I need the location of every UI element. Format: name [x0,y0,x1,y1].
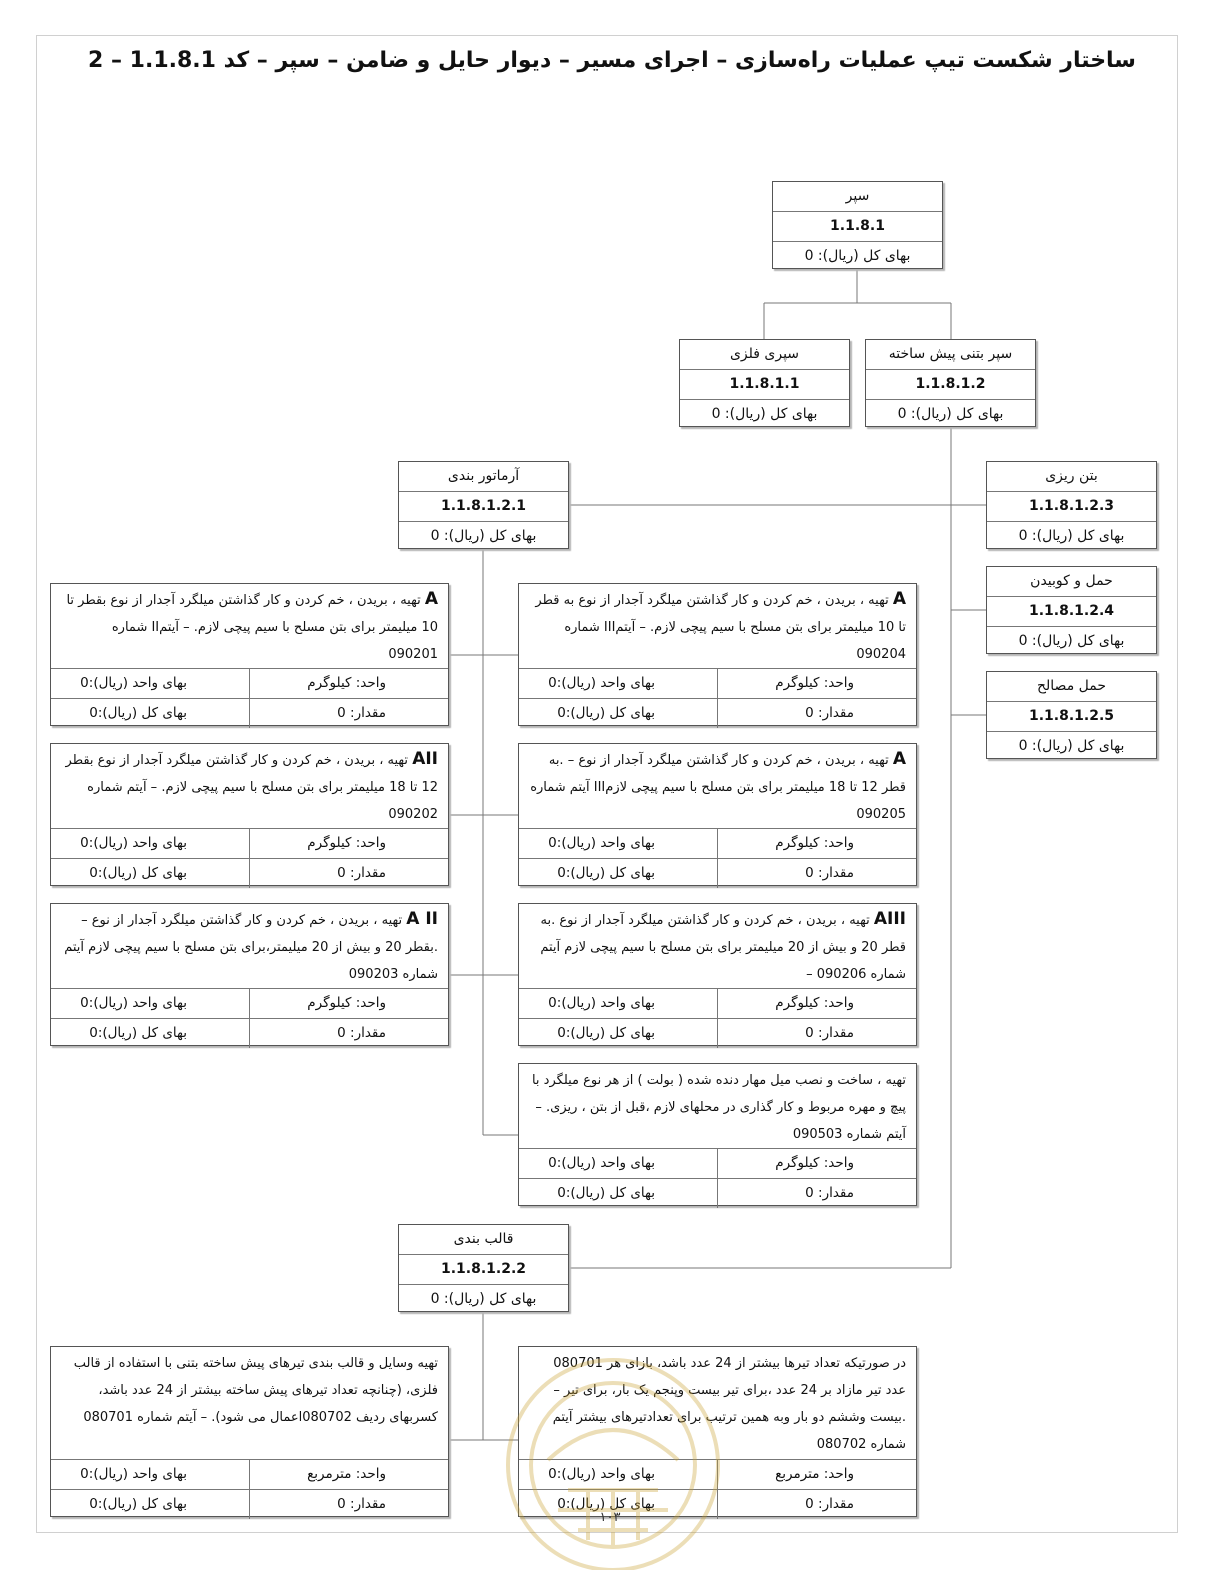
item-description: A تهیه ، بریدن ، خم کردن و کار گذاشتن میلگرد آجدار از نوع بقطر تا 10 میلیمتر برای بتن مسلح با سیم پیچی لازم. – آیتمII شماره 090201 [66,589,438,662]
item-unit: واحد: مترمربع [307,1466,386,1482]
item-unit-price: بهای واحد (ریال):0 [519,989,718,1018]
item-unit-price: بهای واحد (ریال):0 [51,669,250,698]
item-090204[interactable] [518,583,917,726]
item-description: A تهیه ، بریدن ، خم کردن و کار گذاشتن میلگرد آجدار از نوع به قطر تا 10 میلیمتر برای بتن مسلح با سیم پیچی لازم. – آیتمIII شماره 090204 [535,589,906,662]
node-code: 1.1.8.1.2.5 [987,702,1156,732]
node-code: 1.1.8.1.2 [866,370,1035,400]
page-title: ساختار شکست تیپ عملیات راه‌سازی – اجرای مسیر – دیوار حایل و ضامن – سپر – کد 1.1.8.1 – 2 [88,48,1136,73]
node-cost: بهای کل (ریال): 0 [430,528,537,544]
item-description: A تهیه ، بریدن ، خم کردن و کار گذاشتن میلگرد آجدار از نوع – .به قطر 12 تا 18 میلیمتر برای بتن مسلح با سیم پیچی لازمIII آیتم شماره 090205 [530,749,906,822]
item-unit: واحد: کیلوگرم [775,675,854,691]
item-unit: واحد: کیلوگرم [307,835,386,851]
page-number: ۱۰۳ [599,1510,621,1525]
item-unit: واحد: کیلوگرم [775,995,854,1011]
node-cost: بهای کل (ریال): 0 [430,1291,537,1307]
item-090202[interactable] [50,743,449,886]
item-unit: واحد: کیلوگرم [307,675,386,691]
watermark-seal-icon [488,1340,738,1570]
wbs-node-root[interactable] [772,181,943,269]
node-name: سپر بتنی پیش ساخته [866,340,1035,370]
item-description: AIII تهیه ، بریدن ، خم کردن و کار گذاشتن میلگرد آجدار از نوع .به قطر 20 و بیش از 20 میلیمتر برای بتن مسلح با سیم پیچی لازم آیتم شماره 090206 – [540,909,906,982]
wbs-node-rebar[interactable] [398,461,569,549]
item-quantity: مقدار: 0 [805,1496,854,1512]
item-unit: واحد: کیلوگرم [775,1155,854,1171]
item-total-price: بهای کل (ریال):0 [51,1019,250,1048]
wbs-node-transport-driving[interactable] [986,566,1157,654]
wbs-node-formwork[interactable] [398,1224,569,1312]
node-name: قالب بندی [399,1225,568,1255]
item-quantity: مقدار: 0 [337,865,386,881]
item-quantity: مقدار: 0 [805,865,854,881]
item-total-price: بهای کل (ریال):0 [519,859,718,888]
item-total-price: بهای کل (ریال):0 [519,1490,718,1519]
item-unit-price: بهای واحد (ریال):0 [51,989,250,1018]
node-cost: بهای کل (ریال): 0 [711,406,818,422]
item-description: تهیه وسایل و قالب بندی تیرهای پیش ساخته بتنی با استفاده از قالب فلزی، (چنانچه تعداد تیرهای پیش ساخته بیشتر از 24 عدد باشد، کسربهای ردیف 080702اعمال می شود). – آیتم شماره 080701 [73,1356,438,1425]
node-code: 1.1.8.1.2.1 [399,492,568,522]
item-quantity: مقدار: 0 [337,1025,386,1041]
item-090205[interactable] [518,743,917,886]
item-unit: واحد: مترمربع [775,1466,854,1482]
node-code: 1.1.8.1.1 [680,370,849,400]
item-unit-price: بهای واحد (ریال):0 [519,1460,718,1489]
node-cost: بهای کل (ریال): 0 [897,406,1004,422]
node-cost: بهای کل (ریال): 0 [1018,528,1125,544]
item-quantity: مقدار: 0 [805,1025,854,1041]
node-name: آرماتور بندی [399,462,568,492]
item-unit-price: بهای واحد (ریال):0 [519,669,718,698]
item-unit: واحد: کیلوگرم [775,835,854,851]
item-description: A II تهیه ، بریدن ، خم کردن و کار گذاشتن میلگرد آجدار از نوع – .بقطر 20 و بیش از 20 میلیمتر،برای بتن مسلح با سیم پیچی لازم آیتم شماره 090203 [64,909,438,982]
item-quantity: مقدار: 0 [337,1496,386,1512]
item-unit: واحد: کیلوگرم [307,995,386,1011]
item-total-price: بهای کل (ریال):0 [519,699,718,728]
node-name: سپر [773,182,942,212]
item-unit-price: بهای واحد (ریال):0 [519,1149,718,1178]
wbs-node-material-transport[interactable] [986,671,1157,759]
item-total-price: بهای کل (ریال):0 [51,859,250,888]
node-name: حمل مصالح [987,672,1156,702]
node-cost: بهای کل (ریال): 0 [804,248,911,264]
node-name: حمل و کوبیدن [987,567,1156,597]
item-description: در صورتیکه تعداد تیرها بیشتر از 24 عدد باشد، بازای هر 080701 عدد تیر مازاد بر 24 عدد ،برای تیر بیست وپنجم یک بار، برای تیر – .بیست وششم دو بار وبه همین ترتیب برای تعدادتیرهای بیشتر آیتم شماره 080702 [552,1356,906,1452]
item-unit-price: بهای واحد (ریال):0 [519,829,718,858]
wbs-node-concreting[interactable] [986,461,1157,549]
node-cost: بهای کل (ریال): 0 [1018,633,1125,649]
item-quantity: مقدار: 0 [337,705,386,721]
item-090503[interactable] [518,1063,917,1206]
node-code: 1.1.8.1.2.3 [987,492,1156,522]
item-quantity: مقدار: 0 [805,705,854,721]
node-name: بتن ریزی [987,462,1156,492]
item-quantity: مقدار: 0 [805,1185,854,1201]
wbs-node-precast-concrete-shield[interactable] [865,339,1036,427]
node-code: 1.1.8.1 [773,212,942,242]
node-cost: بهای کل (ریال): 0 [1018,738,1125,754]
item-090206[interactable] [518,903,917,1046]
node-code: 1.1.8.1.2.2 [399,1255,568,1285]
node-name: سپری فلزی [680,340,849,370]
item-090201[interactable] [50,583,449,726]
item-090203[interactable] [50,903,449,1046]
item-total-price: بهای کل (ریال):0 [519,1019,718,1048]
item-total-price: بهای کل (ریال):0 [519,1179,718,1208]
item-total-price: بهای کل (ریال):0 [51,1490,250,1519]
item-080701[interactable] [50,1346,449,1517]
wbs-node-metal-shield[interactable] [679,339,850,427]
item-unit-price: بهای واحد (ریال):0 [51,1460,250,1489]
item-description: تهیه ، ساخت و نصب میل مهار دنده شده ( بولت ) از هر نوع میلگرد با پیچ و مهره مربوط و کار گذاری در محلهای لازم ،قبل از بتن ، ریزی. – آیتم شماره 090503 [531,1073,906,1142]
item-total-price: بهای کل (ریال):0 [51,699,250,728]
item-description: AII تهیه ، بریدن ، خم کردن و کار گذاشتن میلگرد آجدار از نوع بقطر 12 تا 18 میلیمتر برای بتن مسلح با سیم پیچی لازم. – آیتم شماره 090202 [65,749,438,822]
item-unit-price: بهای واحد (ریال):0 [51,829,250,858]
node-code: 1.1.8.1.2.4 [987,597,1156,627]
